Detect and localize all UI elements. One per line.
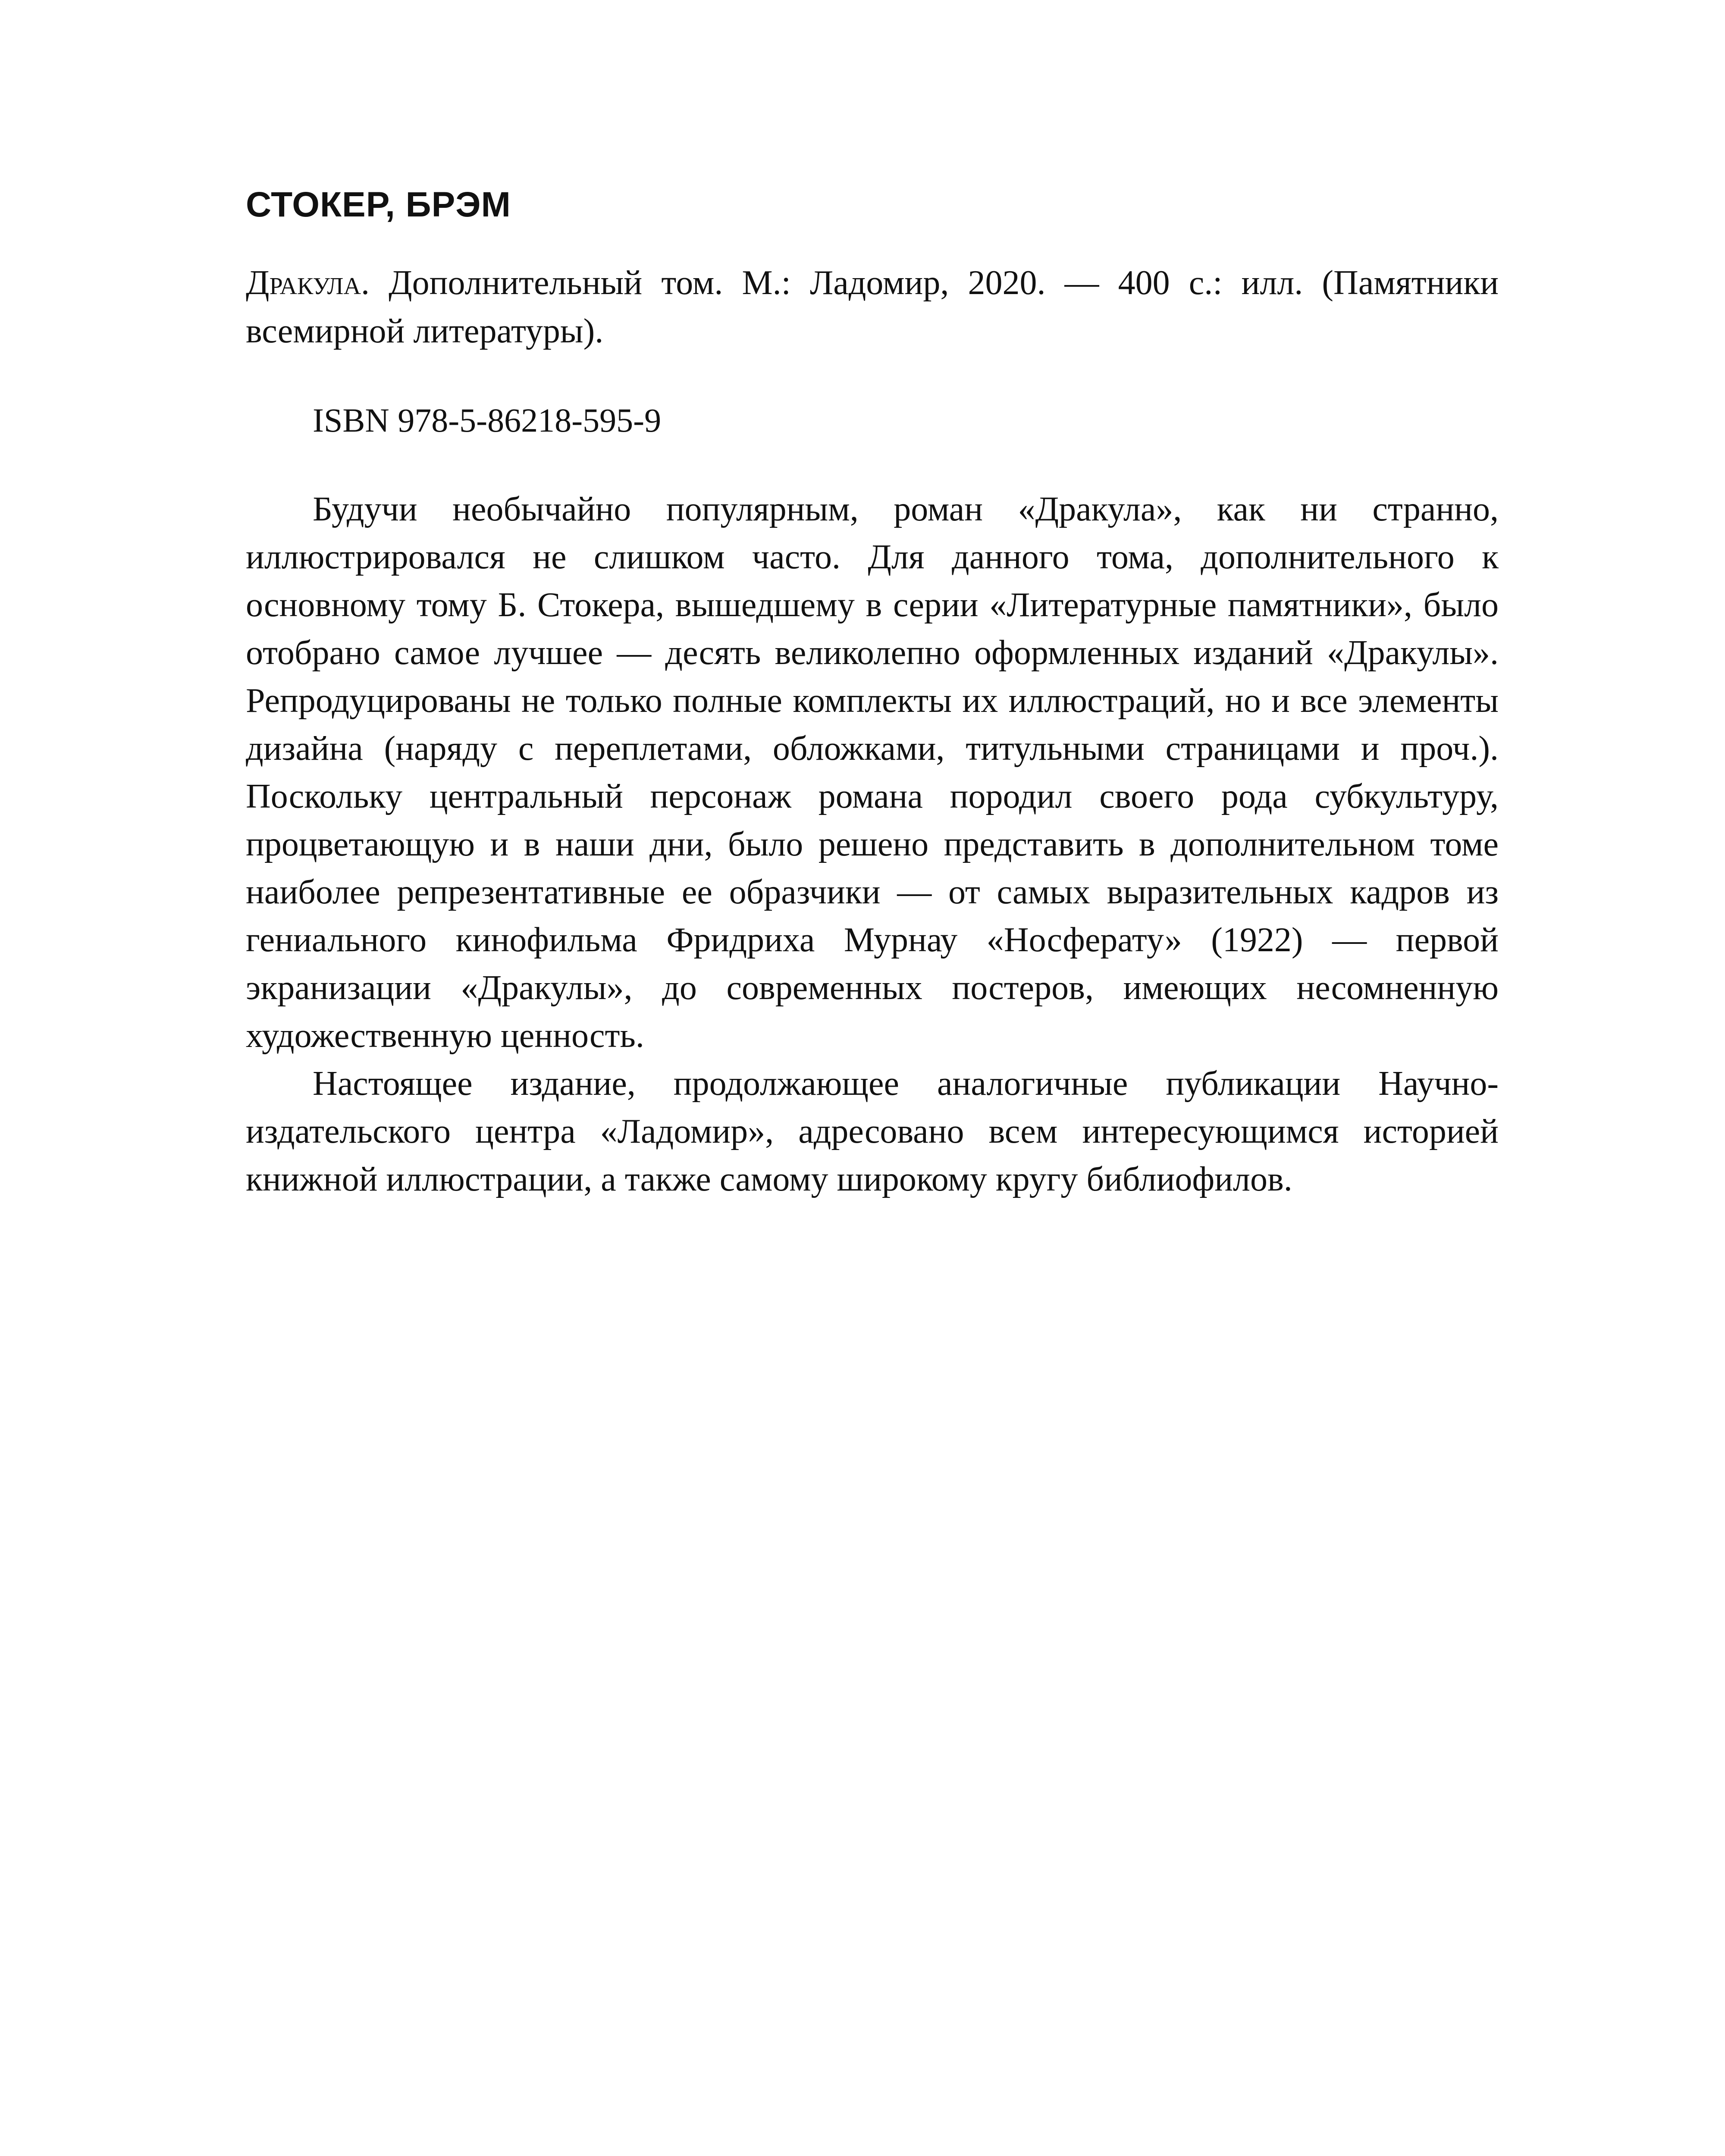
isbn: ISBN 978-5-86218-595-9 xyxy=(313,401,662,439)
book-title: Дракула. xyxy=(246,264,370,302)
bibliographic-citation xyxy=(246,259,1499,355)
author-heading: СТОКЕР, БРЭМ xyxy=(246,185,511,224)
citation-details: Дополнительный том. М.: Ладомир, 2020. — 400 с.: илл. (Памятники всемирной литературы). xyxy=(246,264,1499,350)
annotation-paragraph: Будучи необычайно популярным, роман «Дракула», как ни странно, иллюстрировался не слишком часто. Для данного тома, дополнительного к основному тому Б. Стокера, вышедшему в серии «Литературные памятники», было отобрано самое лучшее — десять великолепно оформленных изданий «Дракулы». Репродуцированы не только полные комплекты их иллюстраций, но и все элементы дизайна (наряду с переплетами, обложками, титульными страницами и проч.). Поскольку центральный персонаж романа породил своего рода субкультуру, процветающую и в наши дни, было решено представить в дополнительном томе наиболее репрезентативные ее образчики — от самых выразительных кадров из гениального кинофильма Фридриха Мурнау «Носферату» (1922) — первой экранизации «Дракулы», до современных постеров, имеющих несомненную художественную ценность. xyxy=(246,490,1499,1055)
annotation-paragraph: Настоящее издание, продолжающее аналогичные публикации Научно-издательского центра «Ладомир», адресовано всем интересующимся историей книжной иллюстрации, а также самому широкому кругу библиофилов. xyxy=(246,1065,1499,1198)
catalog-entry xyxy=(246,181,1499,1203)
annotation xyxy=(246,486,1499,1203)
